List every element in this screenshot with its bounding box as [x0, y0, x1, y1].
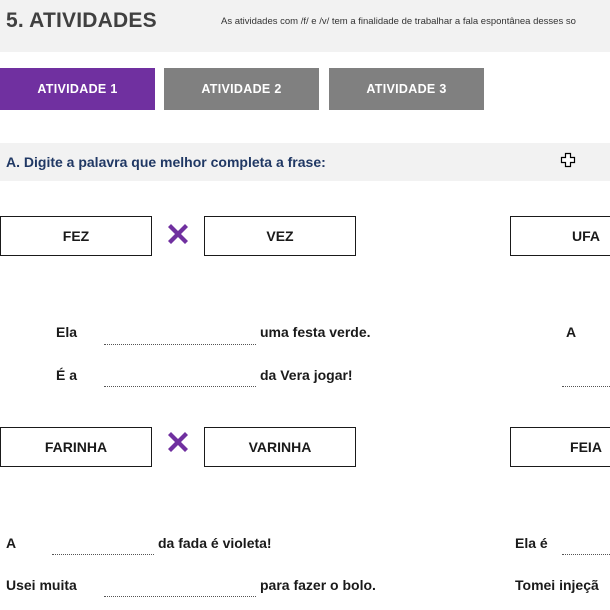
page-title: 5. ATIVIDADES — [6, 9, 157, 32]
sentence-1-start: Ela — [56, 324, 78, 340]
sentence-ufa-start: A — [566, 324, 577, 340]
sentence-2-start: É a — [56, 367, 78, 383]
sentence-1-end: uma festa verde. — [260, 324, 371, 340]
sentence-feia-1-start: Ela é — [515, 535, 548, 551]
sentence-3-start: A — [6, 535, 17, 551]
tab-atividade-3[interactable]: ATIVIDADE 3 — [329, 68, 484, 110]
tab-atividade-1[interactable]: ATIVIDADE 1 — [0, 68, 155, 110]
plus-cursor-icon — [560, 152, 576, 168]
answer-input-feia-1[interactable] — [562, 536, 610, 555]
sentence-2-end: da Vera jogar! — [260, 367, 353, 383]
page-subtitle: As atividades com /f/ e /v/ tem a finalidade de trabalhar a fala espontânea desses so — [221, 16, 576, 27]
answer-input-3[interactable] — [52, 536, 154, 555]
sentence-feia-2-start: Tomei injeçã — [515, 577, 599, 593]
word-box-feia: FEIA — [510, 427, 610, 467]
sentence-4-start: Usei muita — [6, 577, 77, 593]
section-title: A. Digite a palavra que melhor completa a frase: — [6, 154, 326, 170]
x-icon — [164, 220, 192, 248]
word-box-fez: FEZ — [0, 216, 152, 256]
answer-input-4[interactable] — [104, 578, 256, 597]
word-box-varinha: VARINHA — [204, 427, 356, 467]
word-box-ufa: UFA — [510, 216, 610, 256]
x-icon — [164, 428, 192, 456]
word-box-vez: VEZ — [204, 216, 356, 256]
answer-input-2[interactable] — [104, 368, 256, 387]
word-box-farinha: FARINHA — [0, 427, 152, 467]
sentence-3-end: da fada é violeta! — [158, 535, 272, 551]
answer-input-1[interactable] — [104, 326, 256, 345]
tab-atividade-2[interactable]: ATIVIDADE 2 — [164, 68, 319, 110]
answer-input-ufa-2[interactable] — [562, 368, 610, 387]
sentence-4-end: para fazer o bolo. — [260, 577, 376, 593]
